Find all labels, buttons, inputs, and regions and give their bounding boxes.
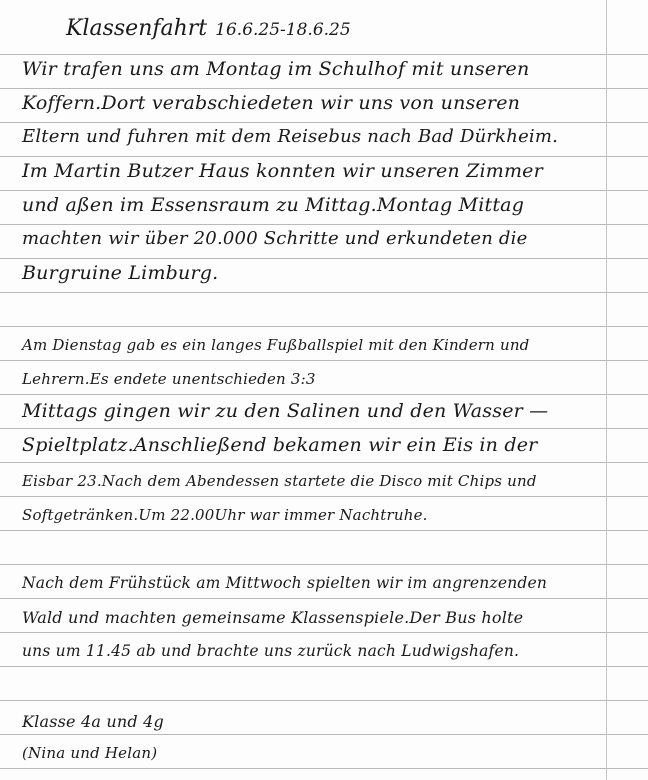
text-line: Nach dem Frühstück am Mittwoch spielten wir im angrenzenden <box>22 574 548 592</box>
text-line: Eisbar 23.Nach dem Abendessen startete die Disco mit Chips und <box>22 472 537 490</box>
text-line: machten wir über 20.000 Schritte und erkundeten die <box>22 228 528 249</box>
ruled-line <box>0 326 648 327</box>
ruled-line <box>0 530 648 531</box>
ruled-line <box>0 360 648 361</box>
text-line: und aßen im Essensraum zu Mittag.Montag Mittag <box>22 194 525 216</box>
ruled-line <box>0 666 648 667</box>
ruled-line <box>0 190 648 191</box>
text-line: Wir trafen uns am Montag im Schulhof mit unseren <box>22 58 530 80</box>
ruled-line <box>0 496 648 497</box>
ruled-line <box>0 258 648 259</box>
title-date: 16.6.25-18.6.25 <box>215 20 351 40</box>
ruled-line <box>0 734 648 735</box>
margin-line <box>606 0 607 780</box>
ruled-line <box>0 462 648 463</box>
ruled-line <box>0 428 648 429</box>
text-line: Eltern und fuhren mit dem Reisebus nach Bad Dürkheim. <box>22 126 559 147</box>
ruled-line <box>0 394 648 395</box>
ruled-line <box>0 54 648 55</box>
text-line: Softgetränken.Um 22.00Uhr war immer Nachtruhe. <box>22 506 428 524</box>
ruled-line <box>0 292 648 293</box>
text-line: Mittags gingen wir zu den Salinen und den Wasser — <box>22 400 549 422</box>
text-line: Burgruine Limburg. <box>22 262 219 284</box>
text-line: uns um 11.45 ab und brachte uns zurück nach Ludwigshafen. <box>22 642 520 660</box>
text-line: Koffern.Dort verabschiedeten wir uns von unseren <box>22 92 521 114</box>
ruled-line <box>0 700 648 701</box>
class-signature: Klasse 4a und 4g <box>22 712 164 731</box>
author-names: (Nina und Helan) <box>22 744 158 762</box>
page-title <box>66 16 351 41</box>
ruled-line <box>0 88 648 89</box>
ruled-line <box>0 156 648 157</box>
title-text: Klassenfahrt <box>66 16 208 41</box>
text-line: Im Martin Butzer Haus konnten wir unseren Zimmer <box>22 160 543 182</box>
ruled-line <box>0 564 648 565</box>
text-line: Spieltplatz.Anschließend bekamen wir ein Eis in der <box>22 434 538 456</box>
text-line: Am Dienstag gab es ein langes Fußballspiel mit den Kindern und <box>22 336 530 354</box>
ruled-line <box>0 224 648 225</box>
ruled-line <box>0 598 648 599</box>
ruled-line <box>0 122 648 123</box>
ruled-line <box>0 768 648 769</box>
ruled-line <box>0 632 648 633</box>
text-line: Wald und machten gemeinsame Klassenspiele.Der Bus holte <box>22 608 524 627</box>
text-line: Lehrern.Es endete unentschieden 3:3 <box>22 370 316 388</box>
